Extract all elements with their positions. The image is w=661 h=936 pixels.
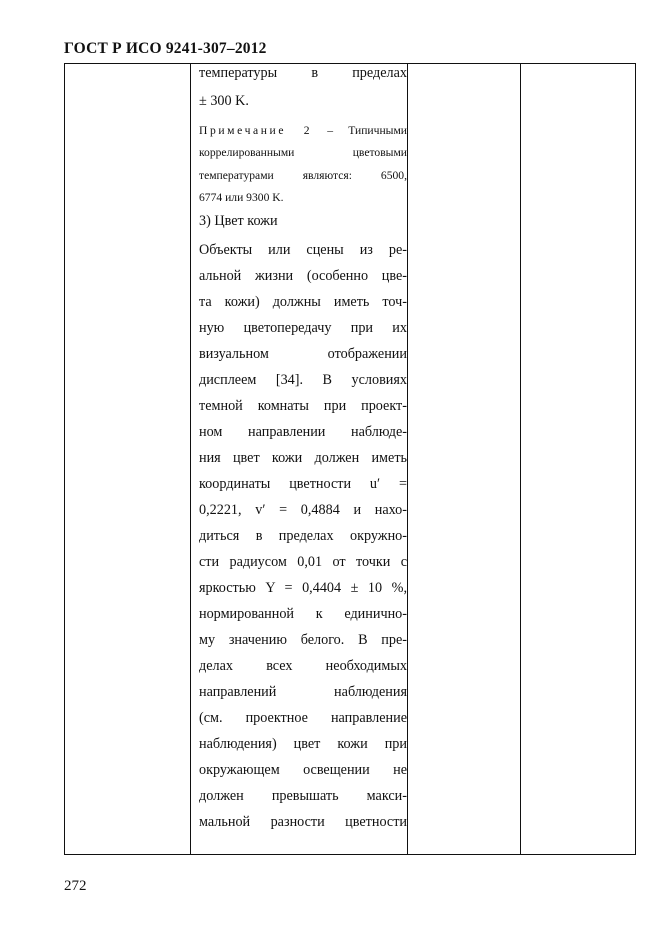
page-number: 272 bbox=[64, 878, 87, 894]
text-line: делах всех необходимых bbox=[199, 658, 407, 674]
text-line: окружающем освещении не bbox=[199, 762, 407, 778]
note-text: – Типичными bbox=[312, 124, 407, 137]
text-line: направлений наблюдения bbox=[199, 684, 407, 700]
note-label: Примечание 2 bbox=[199, 124, 313, 137]
column-divider-2 bbox=[407, 64, 408, 854]
note-line: 6774 или 9300 K. bbox=[199, 191, 284, 204]
text-line: сти радиусом 0,01 от точки с bbox=[199, 554, 407, 570]
text-line: координаты цветности u′ = bbox=[199, 476, 407, 492]
text-line: дисплеем [34]. В условиях bbox=[199, 372, 407, 388]
text-line: нормированной к единично- bbox=[199, 606, 407, 622]
text-line: ± 300 K. bbox=[199, 93, 249, 109]
text-line: яркостью Y = 0,4404 ± 10 %, bbox=[199, 580, 407, 596]
document-header: ГОСТ Р ИСО 9241-307–2012 bbox=[64, 40, 267, 57]
text-line: ную цветопередачу при их bbox=[199, 320, 407, 336]
note-line bbox=[199, 124, 407, 137]
section-heading: 3) Цвет кожи bbox=[199, 213, 278, 229]
note-line: температурами являются: 6500, bbox=[199, 169, 407, 182]
text-line: та кожи) должны иметь точ- bbox=[199, 294, 407, 310]
spec-table bbox=[64, 63, 636, 855]
column-divider-1 bbox=[190, 64, 191, 854]
text-line: наблюдения) цвет кожи при bbox=[199, 736, 407, 752]
text-line: (см. проектное направление bbox=[199, 710, 407, 726]
text-line: диться в пределах окружно- bbox=[199, 528, 407, 544]
text-line: Объекты или сцены из ре- bbox=[199, 242, 407, 258]
text-line: му значению белого. В пре- bbox=[199, 632, 407, 648]
text-line: температуры в пределах bbox=[199, 65, 407, 81]
text-line: должен превышать макси- bbox=[199, 788, 407, 804]
text-line: альной жизни (особенно цве- bbox=[199, 268, 407, 284]
text-line: темной комнаты при проект- bbox=[199, 398, 407, 414]
column-divider-3 bbox=[520, 64, 521, 854]
text-line: ния цвет кожи должен иметь bbox=[199, 450, 407, 466]
note-line: коррелированными цветовыми bbox=[199, 146, 407, 159]
text-line: ном направлении наблюде- bbox=[199, 424, 407, 440]
text-line: мальной разности цветности bbox=[199, 814, 407, 830]
text-line: 0,2221, v′ = 0,4884 и нахо- bbox=[199, 502, 407, 518]
text-line: визуальном отображении bbox=[199, 346, 407, 362]
